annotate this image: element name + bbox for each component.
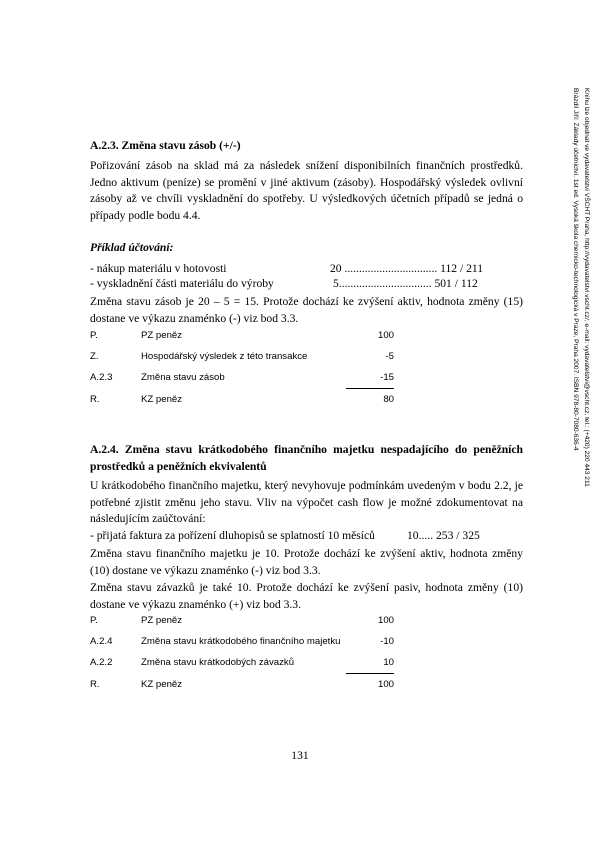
row-code: A.2.3 xyxy=(90,372,113,384)
entry-text: - vyskladnění části materiálu do výroby xyxy=(90,277,274,290)
row-code: R. xyxy=(90,678,100,690)
row-value: 80 xyxy=(346,389,394,411)
explanation-a24-assets: Změna stavu finančního majetku je 10. Protože dochází ke zvýšení aktiv, hodnota změny (10) dostane ve výkazu znaménko (-) viz bod 3.3. xyxy=(90,547,523,577)
example-title: Příklad účtování: xyxy=(90,241,174,254)
row-code: P. xyxy=(90,615,98,626)
table-row-total xyxy=(90,674,394,696)
row-description: Hospodářský výsledek z této transakce xyxy=(141,351,308,362)
section-paragraph-a24: U krátkodobého finančního majetku, který nevyhovuje podmínkám uvedeným v bodu 2.2, je potřebné zjistit změnu jeho stavu. Vliv na výpočet cash flow je možné zdokumentovat na následujícím zaúčtování: xyxy=(90,479,523,525)
row-code: A.2.4 xyxy=(90,636,113,647)
row-description: Změna stavu krátkodobého finančního majetku xyxy=(141,636,341,647)
page-number: 131 xyxy=(291,749,309,762)
table-row xyxy=(90,652,394,674)
row-code: Z. xyxy=(90,351,99,362)
section-paragraph-a23: Pořizování zásob na sklad má za následek snížení disponibilních finančních prostředků. Jedno aktivum (peníze) se promění v jiné aktivum (zásoby). Hospodářský výsledek ovlivní zásoby až ve chvíli vyskladnění do spotřeby. U výsledkových účetních případů se jedná o případy podle bodu 4.4. xyxy=(90,159,523,222)
entry-amount: 20 ................................ 112 / 211 xyxy=(330,262,484,275)
row-description: Změna stavu krátkodobých závazků xyxy=(141,657,295,669)
row-value: -15 xyxy=(380,372,394,383)
citation-sidebar xyxy=(563,88,593,588)
table-row xyxy=(90,367,394,389)
entry-text: - nákup materiálu v hotovosti xyxy=(90,262,227,275)
order-info-line: Knihu lze objednat ve vydavatelství VŠCHT Praha, http://vydavatelstvi.vscht.cz/, e-mail: vydavatelstvi@vscht.cz, tel.: (+420) 220 443 211 xyxy=(583,88,590,487)
row-value: 10 xyxy=(383,657,394,668)
explanation-a24-liabilities: Změna stavu závazků je také 10. Protože dochází ke zvýšení pasiv, hodnota změny (10) dostane ve výkazu znaménko (+) viz bod 3.3. xyxy=(90,581,523,611)
entry-text: - přijatá faktura za pořízení dluhopisů se splatností 10 měsíců xyxy=(90,529,375,542)
calculation-table-a24 xyxy=(90,610,394,695)
entry-amount: 5................................ 501 / 112 xyxy=(333,277,478,290)
table-row xyxy=(90,631,394,652)
row-code: A.2.2 xyxy=(90,657,113,669)
row-value: 100 xyxy=(377,330,394,341)
table-row xyxy=(90,346,394,367)
calculation-table-a23 xyxy=(90,325,394,410)
row-value: -5 xyxy=(385,351,394,362)
explanation-a23: Změna stavu zásob je 20 – 5 = 15. Protože dochází ke zvýšení aktiv, hodnota změny (15) dostane ve výkazu znaménko (-) viz bod 3.3. xyxy=(90,295,523,325)
citation-line: Brázdil Jiří: Základy účetnictví. 1st ed. Vysoká škola chemicko-technologická v Praze, Praha 2007. ISBN 978-80-7080-636-4 xyxy=(572,88,579,451)
row-description: KZ peněz xyxy=(141,393,183,405)
row-description: Změna stavu zásob xyxy=(141,372,225,384)
row-value: -10 xyxy=(380,636,394,647)
table-row xyxy=(90,325,394,346)
row-value: 100 xyxy=(346,674,394,696)
entry-amount: 10..... 253 / 325 xyxy=(407,529,480,542)
row-code: R. xyxy=(90,393,100,405)
row-description: KZ peněz xyxy=(141,678,183,690)
row-description: PZ peněz xyxy=(141,330,183,341)
row-code: P. xyxy=(90,330,98,341)
section-heading-a23: A.2.3. Změna stavu zásob (+/-) xyxy=(90,139,241,152)
row-value: 100 xyxy=(377,615,394,626)
section-heading-a24: A.2.4. Změna stavu krátkodobého finančního majetku nespadajícího do peněžních prostředků a peněžních ekvivalentů xyxy=(90,443,523,473)
row-description: PZ peněz xyxy=(141,615,183,626)
table-row-total xyxy=(90,389,394,411)
table-row xyxy=(90,610,394,631)
